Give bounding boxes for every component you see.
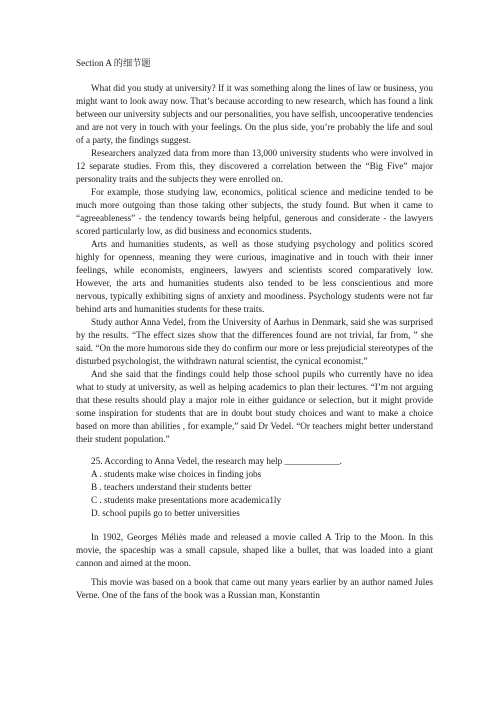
passage-paragraph: And she said that the findings could help those school pupils who currently have no idea what to study at university, as well as helping academics to plan their lectures. “I’m not arguing that these results should play a major role in either guidance or selection, but it might provide some inspiration for students that are in doubt bout study choices and want to make a choice based on more than abilities , for example,” said Dr Vedel. “Or teachers might better understand their student population.” bbox=[76, 369, 433, 444]
answer-option-b: B . teachers understand their students better bbox=[91, 482, 252, 492]
passage-paragraph: Arts and humanities students, as well as those studying psychology and politics scored highly for openness, meaning they were curious, imaginative and in touch with their inner feelings, while economists, engineers, lawyers and scientists scored comparatively low. However, the arts and humanities students also tended to be less conscientious and more nervous, typically exhibiting signs of anxiety and moodiness. Psychology students were not far behind arts and humanities students for these traits. bbox=[76, 239, 433, 314]
question-stem: 25. According to Anna Vedel, the research may help ____________. bbox=[91, 456, 342, 466]
passage-two bbox=[76, 531, 433, 602]
passage-paragraph: For example, those studying law, economics, political science and medicine tended to be much more outgoing than those taking other subjects, the study found. But when it came to “agreeableness” - the tendency towards being helpful, generous and considerate - the lawyers scored particularly low, as did business and economics students. bbox=[76, 187, 433, 236]
passage-paragraph: What did you study at university? If it was something along the lines of law or business, you might want to look away now. That’s because according to new research, which has found a link between our university subjects and our personalities, you have selfish, uncooperative tendencies and are not very in touch with your feelings. On the plus side, you’re probably the life and soul of a party, the findings suggest. bbox=[76, 83, 433, 145]
section-title: Section A 的细节题 bbox=[76, 58, 151, 68]
answer-option-a: A . students make wise choices in finding jobs bbox=[91, 469, 262, 479]
answer-option-c: C . students make presentations more academica1ly bbox=[91, 495, 282, 505]
passage-paragraph: In 1902, Georges Méliès made and released a movie called A Trip to the Moon. In this movie, the spaceship was a small capsule, shaped like a bullet, that was loaded into a giant cannon and aimed at the moon. bbox=[76, 532, 433, 568]
passage-paragraph: Study author Anna Vedel, from the University of Aarhus in Denmark, said she was surprised by the results. “The effect sizes show that the differences found are not trivial, far from, ” she said. “On the more humorous side they do confirm our more or less prejudicial stereotypes of the disturbed psychologist, the withdrawn natural scientist, the cynical economist.” bbox=[76, 317, 433, 366]
passage-paragraph: Researchers analyzed data from more than 13,000 university students who were involved in 12 separate studies. From this, they discovered a correlation between the “Big Five” major personality traits and the subjects they were enrolled on. bbox=[76, 148, 433, 184]
answer-option-d: D. school pupils go to better universities bbox=[91, 508, 240, 518]
section-spacer bbox=[76, 520, 433, 531]
passage-paragraph: This movie was based on a book that came out many years earlier by an author named Jules Verne. One of the fans of the book was a Russian man, Konstantin bbox=[76, 577, 433, 600]
answer-options bbox=[76, 468, 433, 520]
passage-one bbox=[76, 82, 433, 446]
